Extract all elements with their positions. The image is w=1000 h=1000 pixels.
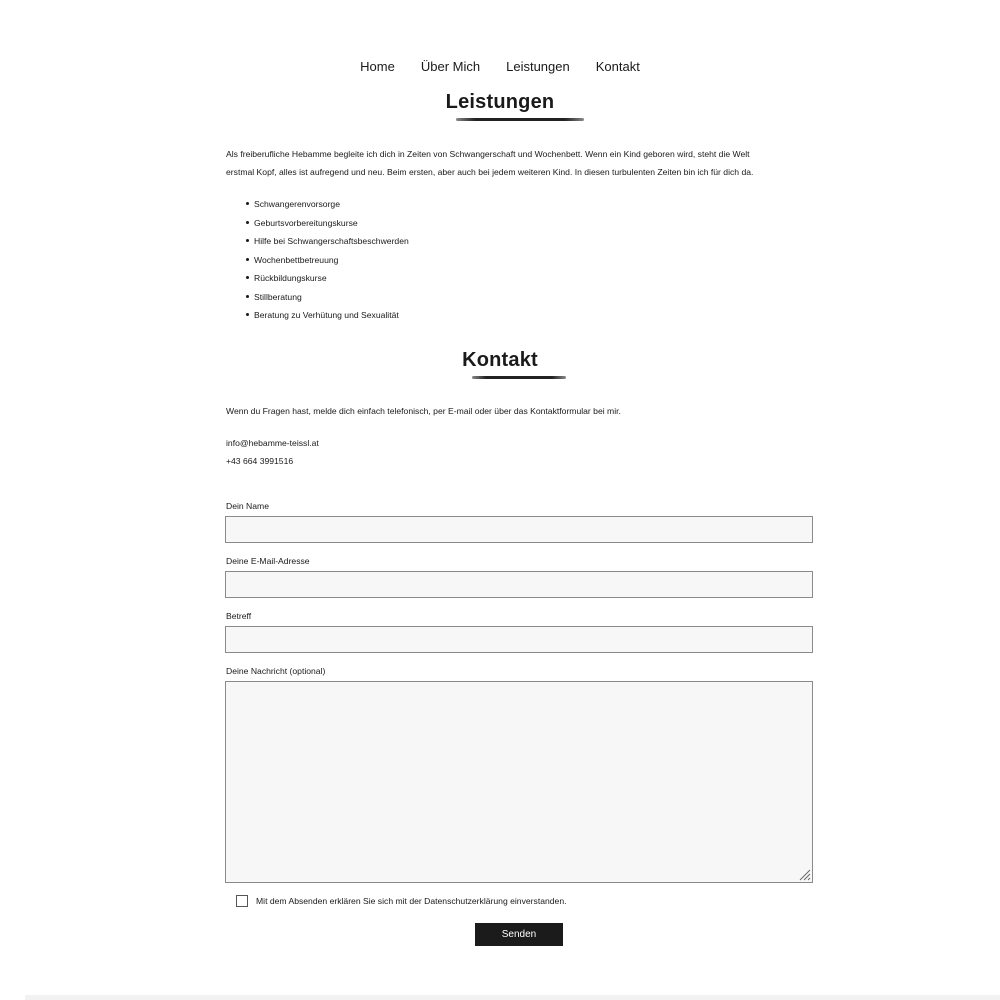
leistungen-underline <box>456 118 584 121</box>
send-button[interactable]: Senden <box>475 923 563 946</box>
contact-email: info@hebamme-teissl.at <box>226 438 319 448</box>
consent-label: Mit dem Absenden erklären Sie sich mit der Datenschutzerklärung einverstanden. <box>256 896 567 906</box>
leistungen-intro <box>226 145 816 181</box>
nav-item-kontakt[interactable]: Kontakt <box>595 59 640 74</box>
kontakt-underline <box>472 376 566 379</box>
message-textarea[interactable] <box>225 681 813 883</box>
leistungen-intro-line-2: erstmal Kopf, alles ist aufregend und neu. Beim ersten, aber auch bei jedem weiteren Kind. In diesen turbulenten Zeiten bin ich für dich da. <box>226 167 754 177</box>
subject-input[interactable] <box>225 626 813 653</box>
leistungen-heading <box>0 91 1000 121</box>
name-input[interactable] <box>225 516 813 543</box>
consent-row <box>236 895 567 907</box>
main-nav <box>0 59 1000 74</box>
email-label: Deine E-Mail-Adresse <box>226 556 310 566</box>
consent-checkbox-icon[interactable] <box>236 895 248 907</box>
leistungen-intro-line-1: Als freiberufliche Hebamme begleite ich dich in Zeiten von Schwangerschaft und Wochenbett. Wenn ein Kind geboren wird, steht die Welt <box>226 149 750 159</box>
service-item: Schwangerenvorsorge <box>246 196 409 215</box>
footer-divider <box>25 995 1000 1000</box>
name-label: Dein Name <box>226 501 269 511</box>
leistungen-title: Leistungen <box>445 91 555 113</box>
subject-label: Betreff <box>226 611 252 621</box>
email-input[interactable] <box>225 571 813 598</box>
resize-grip-icon[interactable] <box>799 869 811 881</box>
service-item: Beratung zu Verhütung und Sexualität <box>246 307 409 326</box>
services-list <box>246 196 409 326</box>
nav-item-home[interactable]: Home <box>360 59 395 74</box>
message-label: Deine Nachricht (optional) <box>226 666 326 676</box>
contact-phone: +43 664 3991516 <box>226 456 294 466</box>
nav-item-leistungen[interactable]: Leistungen <box>506 59 570 74</box>
nav-item-ueber-mich[interactable]: Über Mich <box>420 59 481 74</box>
service-item: Wochenbettbetreuung <box>246 252 409 271</box>
service-item: Rückbildungskurse <box>246 270 409 289</box>
contact-details <box>226 434 816 470</box>
kontakt-title: Kontakt <box>462 349 538 371</box>
service-item: Stillberatung <box>246 289 409 308</box>
service-item: Hilfe bei Schwangerschaftsbeschwerden <box>246 233 409 252</box>
service-item: Geburtsvorbereitungskurse <box>246 215 409 234</box>
kontakt-heading <box>0 349 1000 379</box>
kontakt-intro: Wenn du Fragen hast, melde dich einfach telefonisch, per E-mail oder über das Kontaktformular bei mir. <box>226 406 621 416</box>
